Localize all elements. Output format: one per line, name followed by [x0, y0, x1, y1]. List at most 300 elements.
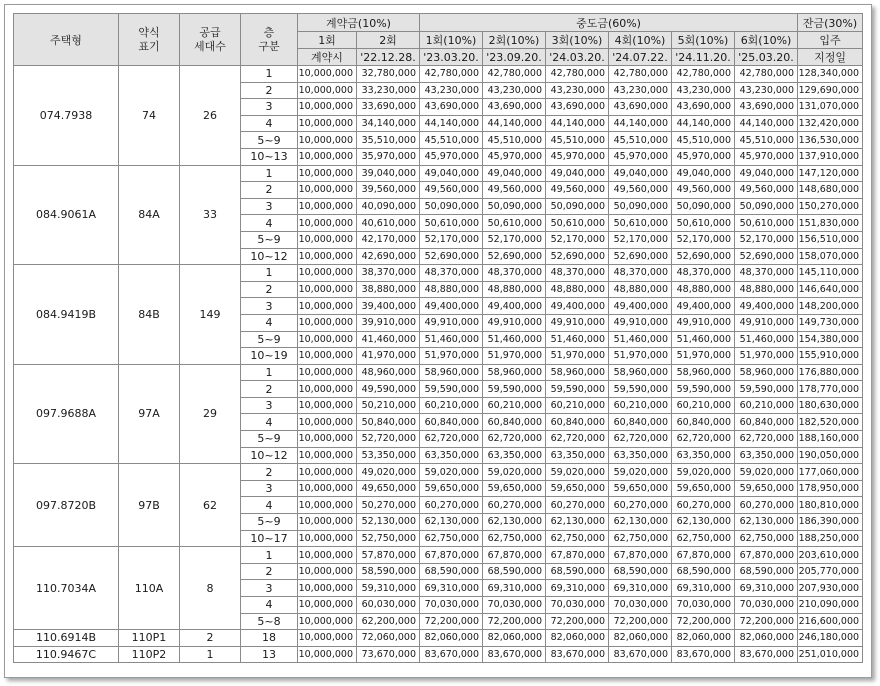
balance-cell: 150,270,000: [798, 198, 863, 215]
table-header: [14, 14, 863, 66]
floor-cell: 2: [241, 464, 298, 481]
contract-1-cell: 10,000,000: [298, 431, 357, 448]
middle-4-cell: 50,610,000: [609, 215, 672, 232]
contract-1-cell: 10,000,000: [298, 613, 357, 630]
middle-6-cell: 52,690,000: [735, 248, 798, 265]
contract-2-cell: 33,690,000: [357, 99, 420, 116]
floor-cell: 2: [241, 381, 298, 398]
middle-2-cell: 49,910,000: [483, 314, 546, 331]
middle-5-cell: 49,560,000: [672, 182, 735, 199]
contract-2-cell: 38,370,000: [357, 265, 420, 282]
balance-cell: 128,340,000: [798, 66, 863, 83]
middle-2-cell: 52,170,000: [483, 231, 546, 248]
middle-1-cell: 60,840,000: [420, 414, 483, 431]
middle-3-cell: 48,880,000: [546, 281, 609, 298]
house-type-cell: 097.9688A: [14, 364, 119, 464]
middle-1-cell: 67,870,000: [420, 547, 483, 564]
supply-units-cell: 29: [180, 364, 241, 464]
balance-cell: 188,160,000: [798, 431, 863, 448]
middle-4-cell: 45,510,000: [609, 132, 672, 149]
middle-3-cell: 45,510,000: [546, 132, 609, 149]
middle-1-cell: 69,310,000: [420, 580, 483, 597]
contract-2-cell: 57,870,000: [357, 547, 420, 564]
contract-1-cell: 10,000,000: [298, 447, 357, 464]
middle-4-cell: 48,880,000: [609, 281, 672, 298]
middle-3-cell: 44,140,000: [546, 115, 609, 132]
contract-1-cell: 10,000,000: [298, 530, 357, 547]
balance-cell: 178,770,000: [798, 381, 863, 398]
balance-cell: 154,380,000: [798, 331, 863, 348]
middle-3-cell: 51,970,000: [546, 348, 609, 365]
middle-1-cell: 70,030,000: [420, 597, 483, 614]
contract-2-cell: 59,310,000: [357, 580, 420, 597]
contract-2-cell: 60,030,000: [357, 597, 420, 614]
contract-1-cell: 10,000,000: [298, 464, 357, 481]
middle-6-cell: 45,510,000: [735, 132, 798, 149]
middle-3-cell: 52,170,000: [546, 231, 609, 248]
contract-2-cell: 38,880,000: [357, 281, 420, 298]
balance-cell: 190,050,000: [798, 447, 863, 464]
table-row: [14, 66, 863, 83]
contract-1-cell: 10,000,000: [298, 148, 357, 165]
floor-cell: 3: [241, 397, 298, 414]
contract-1-cell: 10,000,000: [298, 397, 357, 414]
middle-6-cell: 70,030,000: [735, 597, 798, 614]
middle-4-cell: 62,750,000: [609, 530, 672, 547]
middle-3-cell: 49,910,000: [546, 314, 609, 331]
contract-2-cell: 40,090,000: [357, 198, 420, 215]
middle-3-cell: 52,690,000: [546, 248, 609, 265]
middle-6-cell: 62,130,000: [735, 514, 798, 531]
header-due-date-5: '24.07.22.: [609, 49, 672, 66]
middle-4-cell: 50,090,000: [609, 198, 672, 215]
middle-1-cell: 42,780,000: [420, 66, 483, 83]
middle-5-cell: 42,780,000: [672, 66, 735, 83]
floor-cell: 13: [241, 646, 298, 663]
contract-2-cell: 50,840,000: [357, 414, 420, 431]
middle-3-cell: 60,270,000: [546, 497, 609, 514]
contract-1-cell: 10,000,000: [298, 331, 357, 348]
balance-cell: 180,630,000: [798, 397, 863, 414]
middle-5-cell: 63,350,000: [672, 447, 735, 464]
middle-6-cell: 43,690,000: [735, 99, 798, 116]
middle-3-cell: 49,560,000: [546, 182, 609, 199]
contract-2-cell: 35,970,000: [357, 148, 420, 165]
contract-1-cell: 10,000,000: [298, 646, 357, 663]
middle-5-cell: 67,870,000: [672, 547, 735, 564]
header-due-date-6: '24.11.20.: [672, 49, 735, 66]
contract-1-cell: 10,000,000: [298, 563, 357, 580]
floor-cell: 10~13: [241, 148, 298, 165]
middle-4-cell: 58,960,000: [609, 364, 672, 381]
contract-1-cell: 10,000,000: [298, 364, 357, 381]
floor-cell: 4: [241, 597, 298, 614]
middle-2-cell: 82,060,000: [483, 630, 546, 647]
floor-cell: 1: [241, 265, 298, 282]
middle-1-cell: 52,170,000: [420, 231, 483, 248]
middle-3-cell: 45,970,000: [546, 148, 609, 165]
middle-5-cell: 83,670,000: [672, 646, 735, 663]
middle-3-cell: 43,690,000: [546, 99, 609, 116]
middle-5-cell: 60,270,000: [672, 497, 735, 514]
middle-2-cell: 83,670,000: [483, 646, 546, 663]
header-supply-line1: 공급: [199, 25, 221, 39]
middle-5-cell: 72,200,000: [672, 613, 735, 630]
middle-2-cell: 45,510,000: [483, 132, 546, 149]
middle-3-cell: 60,840,000: [546, 414, 609, 431]
header-due-date-0: 계약시: [298, 49, 357, 66]
middle-4-cell: 72,200,000: [609, 613, 672, 630]
middle-2-cell: 51,460,000: [483, 331, 546, 348]
middle-4-cell: 52,170,000: [609, 231, 672, 248]
balance-cell: 186,390,000: [798, 514, 863, 531]
middle-5-cell: 60,210,000: [672, 397, 735, 414]
table-row: [14, 364, 863, 381]
contract-2-cell: 50,270,000: [357, 497, 420, 514]
middle-6-cell: 52,170,000: [735, 231, 798, 248]
middle-6-cell: 49,910,000: [735, 314, 798, 331]
floor-cell: 3: [241, 480, 298, 497]
contract-1-cell: 10,000,000: [298, 480, 357, 497]
contract-2-cell: 42,170,000: [357, 231, 420, 248]
floor-cell: 1: [241, 165, 298, 182]
floor-cell: 5~9: [241, 431, 298, 448]
balance-cell: 146,640,000: [798, 281, 863, 298]
header-due-date-2: '23.03.20.: [420, 49, 483, 66]
floor-cell: 3: [241, 99, 298, 116]
balance-cell: 216,600,000: [798, 613, 863, 630]
balance-cell: 205,770,000: [798, 563, 863, 580]
contract-2-cell: 34,140,000: [357, 115, 420, 132]
middle-1-cell: 62,720,000: [420, 431, 483, 448]
contract-2-cell: 49,650,000: [357, 480, 420, 497]
middle-3-cell: 59,650,000: [546, 480, 609, 497]
contract-1-cell: 10,000,000: [298, 314, 357, 331]
contract-2-cell: 41,460,000: [357, 331, 420, 348]
middle-6-cell: 51,460,000: [735, 331, 798, 348]
middle-4-cell: 49,400,000: [609, 298, 672, 315]
middle-1-cell: 72,200,000: [420, 613, 483, 630]
middle-4-cell: 43,230,000: [609, 82, 672, 99]
contract-1-cell: 10,000,000: [298, 281, 357, 298]
floor-cell: 4: [241, 414, 298, 431]
middle-2-cell: 49,400,000: [483, 298, 546, 315]
middle-4-cell: 60,210,000: [609, 397, 672, 414]
floor-cell: 4: [241, 314, 298, 331]
contract-2-cell: 39,910,000: [357, 314, 420, 331]
middle-4-cell: 82,060,000: [609, 630, 672, 647]
middle-5-cell: 49,040,000: [672, 165, 735, 182]
middle-1-cell: 45,970,000: [420, 148, 483, 165]
middle-3-cell: 43,230,000: [546, 82, 609, 99]
middle-4-cell: 59,590,000: [609, 381, 672, 398]
middle-6-cell: 60,210,000: [735, 397, 798, 414]
middle-2-cell: 62,720,000: [483, 431, 546, 448]
middle-2-cell: 59,590,000: [483, 381, 546, 398]
balance-cell: 207,930,000: [798, 580, 863, 597]
middle-4-cell: 49,560,000: [609, 182, 672, 199]
middle-4-cell: 62,720,000: [609, 431, 672, 448]
middle-1-cell: 45,510,000: [420, 132, 483, 149]
middle-1-cell: 50,090,000: [420, 198, 483, 215]
middle-3-cell: 50,090,000: [546, 198, 609, 215]
contract-1-cell: 10,000,000: [298, 265, 357, 282]
floor-cell: 3: [241, 198, 298, 215]
balance-cell: 176,880,000: [798, 364, 863, 381]
middle-1-cell: 59,020,000: [420, 464, 483, 481]
house-type-cell: 110.9467C: [14, 646, 119, 663]
floor-cell: 1: [241, 66, 298, 83]
balance-cell: 131,070,000: [798, 99, 863, 116]
middle-2-cell: 68,590,000: [483, 563, 546, 580]
header-short-mark: [119, 14, 180, 66]
contract-1-cell: 10,000,000: [298, 580, 357, 597]
contract-2-cell: 35,510,000: [357, 132, 420, 149]
middle-4-cell: 60,270,000: [609, 497, 672, 514]
middle-5-cell: 43,230,000: [672, 82, 735, 99]
contract-1-cell: 10,000,000: [298, 414, 357, 431]
floor-cell: 1: [241, 364, 298, 381]
middle-5-cell: 44,140,000: [672, 115, 735, 132]
middle-6-cell: 69,310,000: [735, 580, 798, 597]
middle-6-cell: 82,060,000: [735, 630, 798, 647]
middle-4-cell: 43,690,000: [609, 99, 672, 116]
middle-1-cell: 62,130,000: [420, 514, 483, 531]
contract-2-cell: 39,560,000: [357, 182, 420, 199]
header-installment-3: 2회(10%): [483, 32, 546, 49]
middle-2-cell: 44,140,000: [483, 115, 546, 132]
contract-1-cell: 10,000,000: [298, 115, 357, 132]
house-type-cell: 110.6914B: [14, 630, 119, 647]
middle-6-cell: 44,140,000: [735, 115, 798, 132]
middle-6-cell: 42,780,000: [735, 66, 798, 83]
middle-4-cell: 49,040,000: [609, 165, 672, 182]
middle-5-cell: 48,880,000: [672, 281, 735, 298]
supply-units-cell: 2: [180, 630, 241, 647]
middle-2-cell: 60,270,000: [483, 497, 546, 514]
middle-3-cell: 49,400,000: [546, 298, 609, 315]
middle-6-cell: 49,040,000: [735, 165, 798, 182]
payment-schedule-table: [13, 13, 863, 663]
balance-cell: 156,510,000: [798, 231, 863, 248]
middle-2-cell: 62,130,000: [483, 514, 546, 531]
middle-2-cell: 72,200,000: [483, 613, 546, 630]
middle-5-cell: 82,060,000: [672, 630, 735, 647]
contract-1-cell: 10,000,000: [298, 248, 357, 265]
balance-cell: 178,950,000: [798, 480, 863, 497]
middle-4-cell: 44,140,000: [609, 115, 672, 132]
middle-3-cell: 49,040,000: [546, 165, 609, 182]
balance-cell: 188,250,000: [798, 530, 863, 547]
supply-units-cell: 62: [180, 464, 241, 547]
middle-6-cell: 50,610,000: [735, 215, 798, 232]
middle-3-cell: 69,310,000: [546, 580, 609, 597]
balance-cell: 137,910,000: [798, 148, 863, 165]
middle-6-cell: 59,020,000: [735, 464, 798, 481]
header-installment-2: 1회(10%): [420, 32, 483, 49]
table-row: [14, 630, 863, 647]
middle-6-cell: 49,560,000: [735, 182, 798, 199]
header-middle-payment: 중도금(60%): [420, 14, 798, 32]
floor-cell: 10~12: [241, 248, 298, 265]
middle-5-cell: 45,970,000: [672, 148, 735, 165]
contract-1-cell: 10,000,000: [298, 298, 357, 315]
balance-cell: 182,520,000: [798, 414, 863, 431]
middle-1-cell: 44,140,000: [420, 115, 483, 132]
middle-2-cell: 69,310,000: [483, 580, 546, 597]
header-due-date-3: '23.09.20.: [483, 49, 546, 66]
table-row: [14, 165, 863, 182]
house-type-cell: 084.9419B: [14, 265, 119, 365]
floor-cell: 4: [241, 497, 298, 514]
middle-5-cell: 62,750,000: [672, 530, 735, 547]
middle-6-cell: 43,230,000: [735, 82, 798, 99]
header-floor: [241, 14, 298, 66]
middle-5-cell: 49,400,000: [672, 298, 735, 315]
middle-6-cell: 67,870,000: [735, 547, 798, 564]
middle-3-cell: 42,780,000: [546, 66, 609, 83]
middle-4-cell: 67,870,000: [609, 547, 672, 564]
middle-2-cell: 48,880,000: [483, 281, 546, 298]
middle-2-cell: 59,650,000: [483, 480, 546, 497]
middle-4-cell: 48,370,000: [609, 265, 672, 282]
middle-3-cell: 62,130,000: [546, 514, 609, 531]
middle-2-cell: 49,040,000: [483, 165, 546, 182]
contract-1-cell: 10,000,000: [298, 82, 357, 99]
contract-2-cell: 32,780,000: [357, 66, 420, 83]
middle-1-cell: 60,210,000: [420, 397, 483, 414]
middle-3-cell: 67,870,000: [546, 547, 609, 564]
middle-2-cell: 48,370,000: [483, 265, 546, 282]
middle-1-cell: 59,650,000: [420, 480, 483, 497]
header-installment-6: 5회(10%): [672, 32, 735, 49]
contract-1-cell: 10,000,000: [298, 547, 357, 564]
header-due-date-1: '22.12.28.: [357, 49, 420, 66]
middle-6-cell: 62,720,000: [735, 431, 798, 448]
floor-cell: 10~17: [241, 530, 298, 547]
contract-2-cell: 49,020,000: [357, 464, 420, 481]
header-short-mark-line2: 표기: [138, 39, 160, 53]
contract-2-cell: 49,590,000: [357, 381, 420, 398]
header-installment-0: 1회: [298, 32, 357, 49]
contract-2-cell: 62,200,000: [357, 613, 420, 630]
header-due-date-8: 지정일: [798, 49, 863, 66]
header-installment-8: 입주: [798, 32, 863, 49]
floor-cell: 3: [241, 298, 298, 315]
house-type-cell: 097.8720B: [14, 464, 119, 547]
contract-1-cell: 10,000,000: [298, 497, 357, 514]
contract-2-cell: 73,670,000: [357, 646, 420, 663]
short-mark-cell: 110P2: [119, 646, 180, 663]
middle-4-cell: 52,690,000: [609, 248, 672, 265]
middle-1-cell: 82,060,000: [420, 630, 483, 647]
header-supply-line2: 세대수: [194, 39, 226, 53]
document-frame: [4, 4, 872, 678]
middle-5-cell: 50,610,000: [672, 215, 735, 232]
middle-5-cell: 70,030,000: [672, 597, 735, 614]
balance-cell: 149,730,000: [798, 314, 863, 331]
middle-3-cell: 51,460,000: [546, 331, 609, 348]
middle-2-cell: 60,840,000: [483, 414, 546, 431]
middle-2-cell: 43,690,000: [483, 99, 546, 116]
middle-5-cell: 45,510,000: [672, 132, 735, 149]
middle-4-cell: 68,590,000: [609, 563, 672, 580]
middle-2-cell: 42,780,000: [483, 66, 546, 83]
middle-1-cell: 83,670,000: [420, 646, 483, 663]
header-short-mark-line1: 약식: [138, 25, 160, 39]
balance-cell: 251,010,000: [798, 646, 863, 663]
middle-1-cell: 63,350,000: [420, 447, 483, 464]
contract-2-cell: 58,590,000: [357, 563, 420, 580]
header-installment-5: 4회(10%): [609, 32, 672, 49]
header-house-type: 주택형: [14, 14, 119, 66]
middle-2-cell: 70,030,000: [483, 597, 546, 614]
contract-2-cell: 42,690,000: [357, 248, 420, 265]
header-floor-line1: 층: [263, 25, 275, 39]
floor-cell: 5~9: [241, 331, 298, 348]
balance-cell: 148,680,000: [798, 182, 863, 199]
middle-3-cell: 59,590,000: [546, 381, 609, 398]
short-mark-cell: 110A: [119, 547, 180, 630]
balance-cell: 177,060,000: [798, 464, 863, 481]
table-body: [14, 66, 863, 663]
middle-5-cell: 68,590,000: [672, 563, 735, 580]
floor-cell: 5~9: [241, 132, 298, 149]
middle-1-cell: 48,370,000: [420, 265, 483, 282]
middle-3-cell: 60,210,000: [546, 397, 609, 414]
middle-4-cell: 59,020,000: [609, 464, 672, 481]
middle-1-cell: 52,690,000: [420, 248, 483, 265]
supply-units-cell: 33: [180, 165, 241, 265]
middle-4-cell: 51,970,000: [609, 348, 672, 365]
contract-1-cell: 10,000,000: [298, 348, 357, 365]
contract-1-cell: 10,000,000: [298, 630, 357, 647]
middle-4-cell: 70,030,000: [609, 597, 672, 614]
middle-5-cell: 51,460,000: [672, 331, 735, 348]
supply-units-cell: 1: [180, 646, 241, 663]
middle-2-cell: 43,230,000: [483, 82, 546, 99]
house-type-cell: 110.7034A: [14, 547, 119, 630]
contract-2-cell: 33,230,000: [357, 82, 420, 99]
floor-cell: 3: [241, 580, 298, 597]
short-mark-cell: 97B: [119, 464, 180, 547]
balance-cell: 136,530,000: [798, 132, 863, 149]
middle-5-cell: 59,020,000: [672, 464, 735, 481]
middle-2-cell: 45,970,000: [483, 148, 546, 165]
middle-1-cell: 60,270,000: [420, 497, 483, 514]
header-installment-7: 6회(10%): [735, 32, 798, 49]
middle-5-cell: 69,310,000: [672, 580, 735, 597]
middle-6-cell: 59,650,000: [735, 480, 798, 497]
middle-4-cell: 83,670,000: [609, 646, 672, 663]
table-row: [14, 265, 863, 282]
contract-2-cell: 53,350,000: [357, 447, 420, 464]
middle-2-cell: 58,960,000: [483, 364, 546, 381]
middle-4-cell: 59,650,000: [609, 480, 672, 497]
header-contract-deposit: 계약금(10%): [298, 14, 420, 32]
contract-1-cell: 10,000,000: [298, 66, 357, 83]
middle-6-cell: 51,970,000: [735, 348, 798, 365]
middle-1-cell: 68,590,000: [420, 563, 483, 580]
middle-5-cell: 52,170,000: [672, 231, 735, 248]
header-installment-1: 2회: [357, 32, 420, 49]
middle-5-cell: 59,590,000: [672, 381, 735, 398]
balance-cell: 180,810,000: [798, 497, 863, 514]
middle-5-cell: 43,690,000: [672, 99, 735, 116]
contract-1-cell: 10,000,000: [298, 381, 357, 398]
balance-cell: 132,420,000: [798, 115, 863, 132]
floor-cell: 2: [241, 563, 298, 580]
